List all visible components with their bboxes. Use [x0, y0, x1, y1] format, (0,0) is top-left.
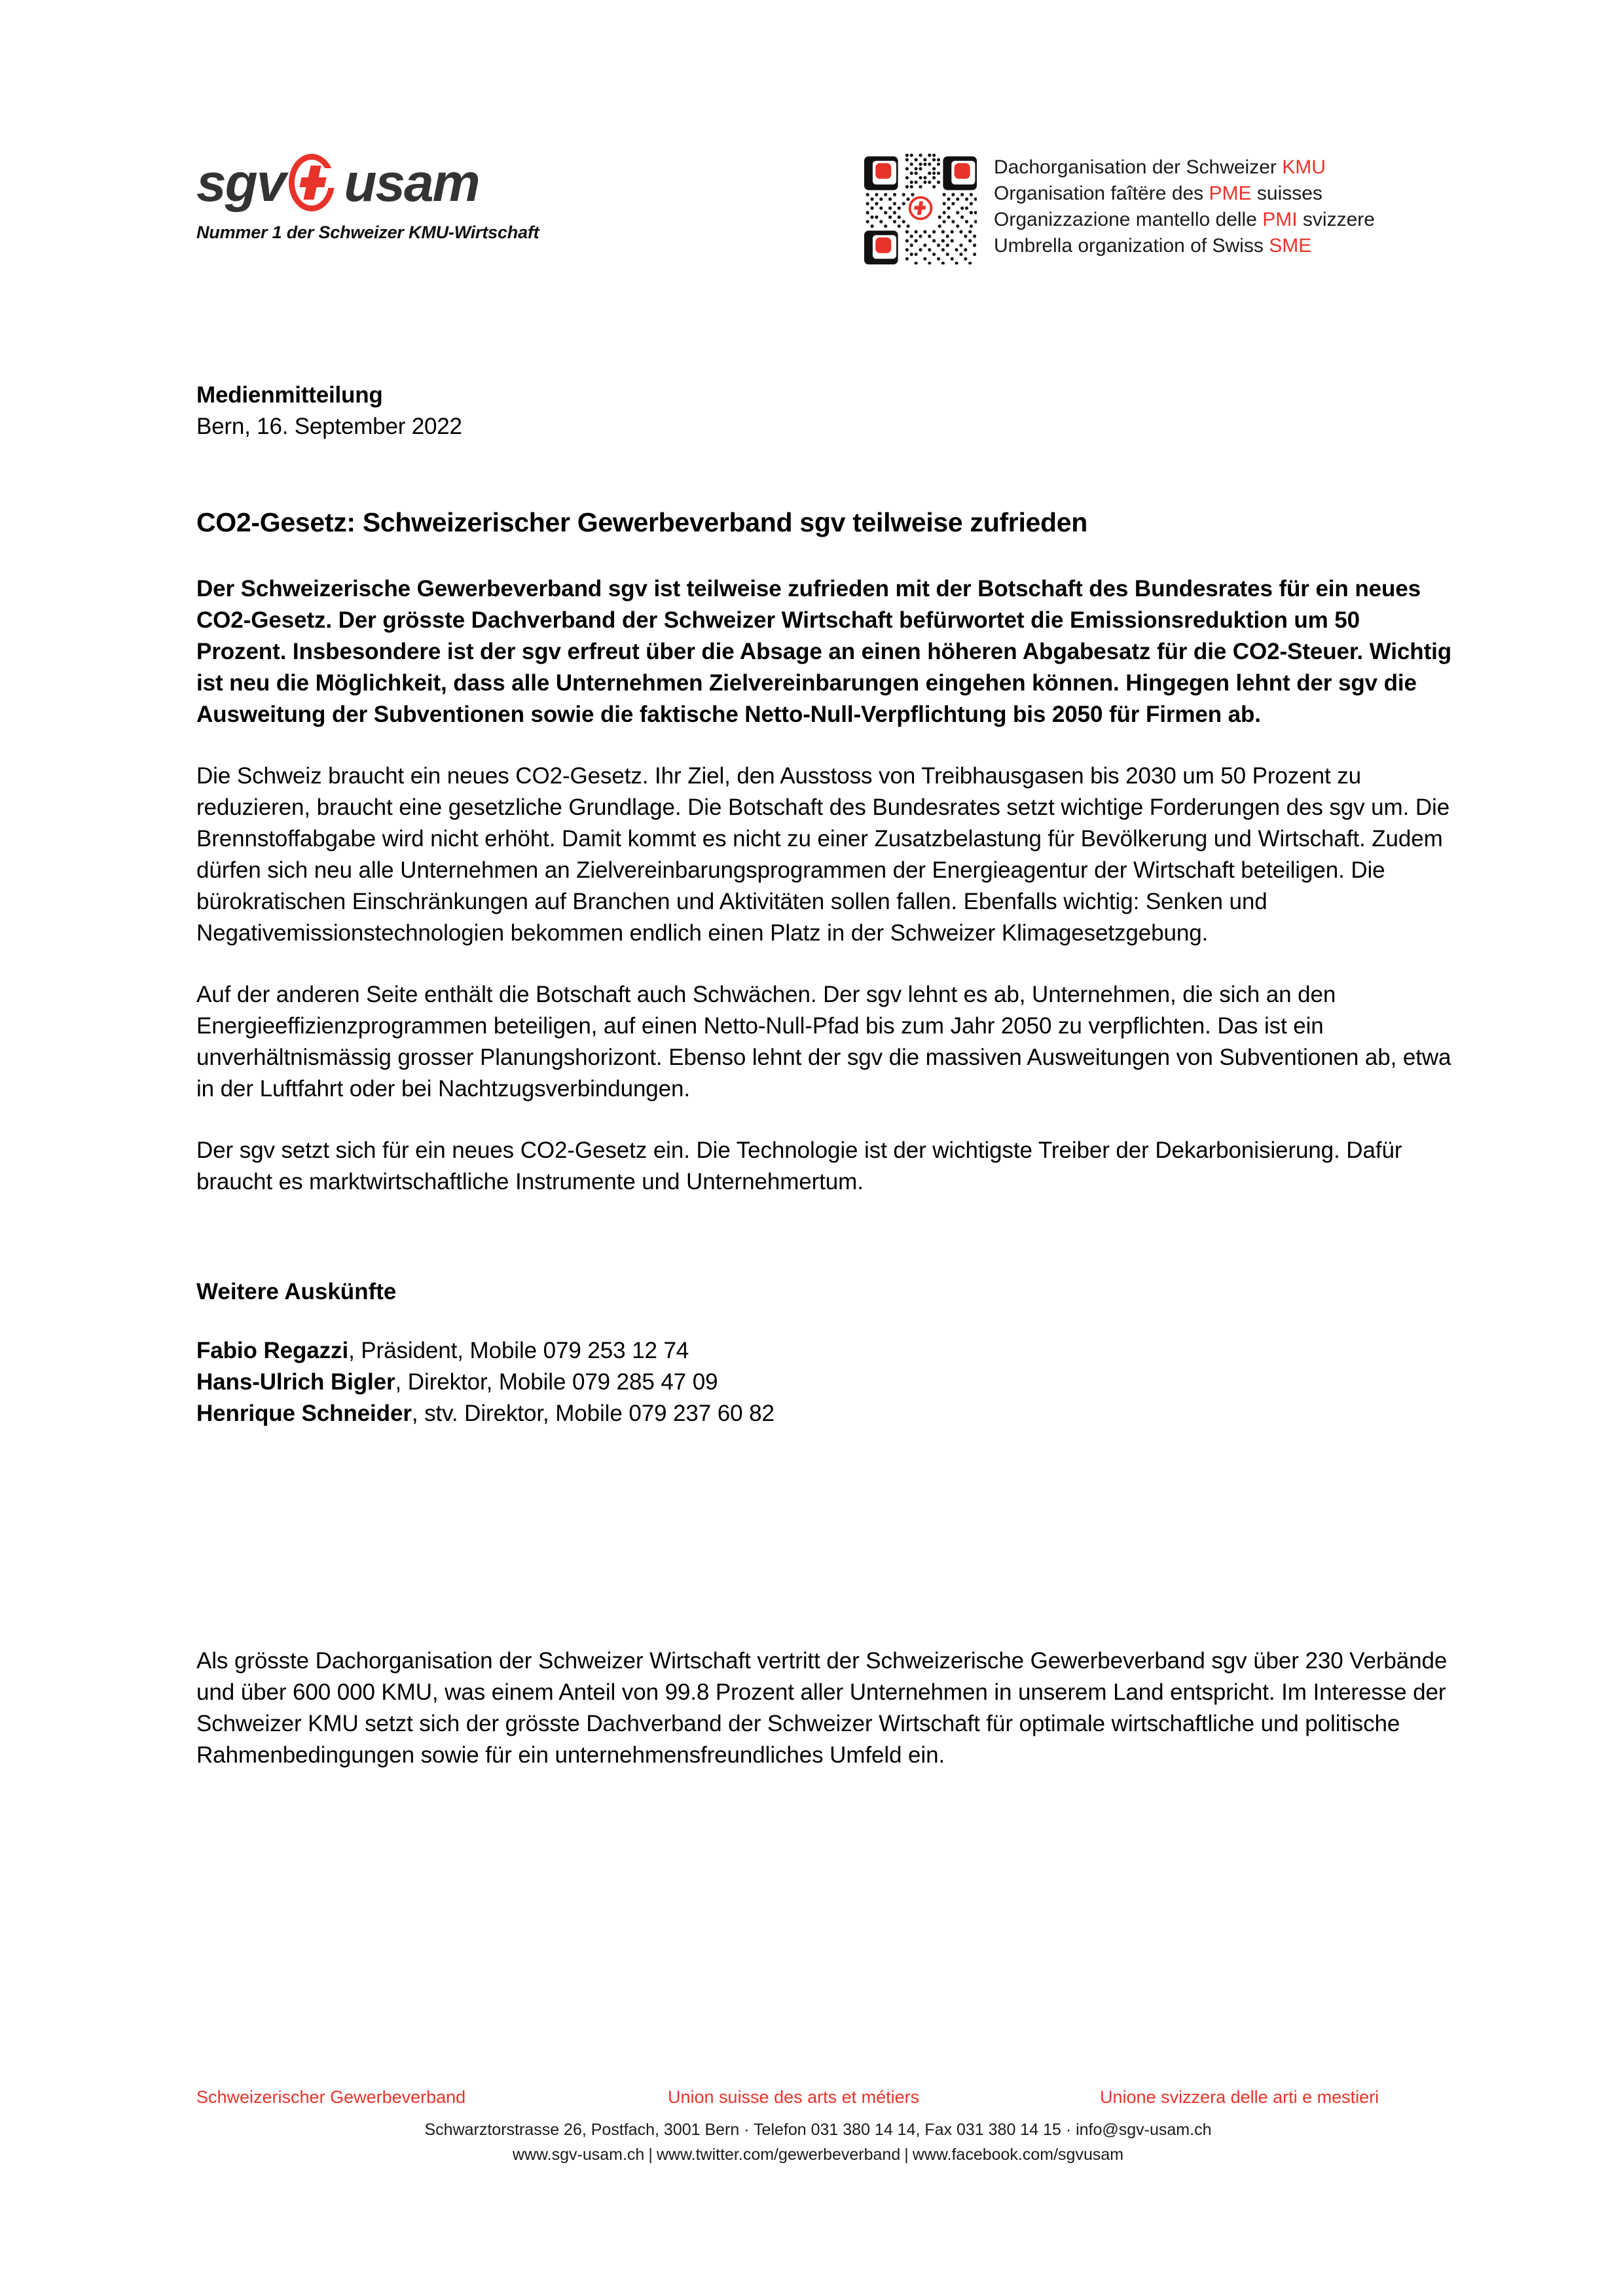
logo-text-sgv: sgv [196, 153, 285, 213]
lead-paragraph: Der Schweizerische Gewerbeverband sgv ist teilweise zufrieden mit der Botschaft des Bundesrates für ein neues CO2-Gesetz. Der grösste Dachverband der Schweizer Wirtschaft befürwortet die Emissionsreduktion um 50 Prozent. Insbesondere ist der sgv erfreut über die Absage an einen höheren Abgabesatz für die CO2-Steuer. Wichtig ist neu die Möglichkeit, dass alle Unternehmen Zielvereinbarungen eingehen können. Hingegen lehnt der sgv die Ausweitung der Subventionen sowie die faktische Netto-Null-Verpflichtung bis 2050 für Firmen ab. [196, 576, 1452, 727]
contact-detail: , Direktor, Mobile 079 285 47 09 [395, 1369, 718, 1395]
contact-name: Henrique Schneider [196, 1401, 412, 1426]
contact-detail: , stv. Direktor, Mobile 079 237 60 82 [411, 1401, 775, 1426]
page-title: CO2-Gesetz: Schweizerischer Gewerbeverband sgv teilweise zufrieden [196, 507, 1088, 537]
contact-row [196, 1398, 1453, 1429]
body-paragraph-2: Auf der anderen Seite enthält die Botschaft auch Schwächen. Der sgv lehnt es ab, Unternehmen, die sich an den Energieeffizienzprogrammen beteiligen, auf einen Netto-Null-Pfad bis zum Jahr 2050 zu verpflichten. Das ist ein unverhältnismässig grosser Planungshorizont. Ebenso lehnt der sgv die massiven Ausweitungen von Subventionen ab, etwa in der Luftfahrt oder bei Nachtzugsverbindungen. [196, 982, 1451, 1102]
claim-line-en [994, 233, 1375, 259]
contacts-heading: Weitere Auskünfte [196, 1279, 397, 1304]
boilerplate-paragraph: Als grösste Dachorganisation der Schweizer Wirtschaft vertritt der Schweizerische Gewerbeverband sgv über 230 Verbände und über 600 000 KMU, was einem Anteil von 99.8 Prozent aller Unternehmen in unserem Land entspricht. Im Interesse der Schweizer KMU setzt sich der grösste Dachverband der Schweizer Wirtschaft für optimale wirtschaftliche und politische Rahmenbedingungen sowie für ein unternehmensfreundliches Umfeld ein. [196, 1648, 1448, 1768]
footer-separator: | [904, 2145, 909, 2164]
claim-en-before: Umbrella organization of Swiss [994, 235, 1269, 257]
footer-link-website[interactable]: www.sgv-usam.ch [512, 2145, 645, 2164]
footer-organization-names [196, 2085, 1440, 2109]
contact-name: Fabio Regazzi [196, 1338, 349, 1363]
footer-org-de: Schweizerischer Gewerbeverband [196, 2087, 466, 2107]
footer-separator: | [648, 2145, 653, 2164]
logo-wordmark [196, 152, 602, 215]
footer-address: Schwarztorstrasse 26, Postfach, 3001 Bern · Telefon 031 380 14 14, Fax 031 380 14 15 · info@sgv-usam.ch [424, 2121, 1212, 2139]
footer-link-twitter[interactable]: www.twitter.com/gewerbeverband [656, 2145, 901, 2164]
claim-lines [994, 152, 1375, 259]
claim-en-highlight: SME [1269, 235, 1312, 257]
document-dateline: Bern, 16. September 2022 [196, 414, 462, 439]
body-paragraph-3: Der sgv setzt sich für ein neues CO2-Gesetz ein. Die Technologie ist der wichtigste Treiber der Dekarbonisierung. Dafür braucht es marktwirtschaftliche Instrumente und Unternehmertum. [196, 1138, 1402, 1194]
claim-line-de [994, 154, 1375, 181]
logo-tagline: Nummer 1 der Schweizer KMU-Wirtschaft [196, 223, 539, 242]
claim-de-before: Dachorganisation der Schweizer [994, 156, 1283, 178]
claim-line-it [994, 207, 1375, 233]
document-type-label: Medienmitteilung [196, 382, 383, 408]
footer-org-it: Unione svizzera delle arti e mestieri [1100, 2087, 1379, 2107]
claim-fr-before: Organisation faîtëre des [994, 183, 1209, 204]
claim-it-highlight: PMI [1262, 209, 1298, 230]
swiss-cross-ring-icon [286, 152, 342, 214]
page-header [196, 152, 1440, 283]
footer-link-facebook[interactable]: www.facebook.com/sgvusam [912, 2145, 1124, 2164]
contact-row [196, 1367, 1453, 1398]
sgv-usam-logo [196, 152, 602, 243]
page-footer [196, 2085, 1440, 2166]
contact-row [196, 1335, 1453, 1367]
contact-name: Hans-Ulrich Bigler [196, 1369, 395, 1395]
footer-links [196, 2143, 1440, 2166]
claim-it-after: svizzere [1297, 209, 1375, 230]
claim-fr-after: suisses [1251, 183, 1322, 204]
qr-code-icon [864, 152, 977, 264]
claim-fr-highlight: PME [1209, 183, 1252, 204]
claim-it-before: Organizzazione mantello delle [994, 209, 1263, 230]
claim-line-fr [994, 181, 1375, 207]
body-paragraph-1: Die Schweiz braucht ein neues CO2-Gesetz. Ihr Ziel, den Ausstoss von Treibhausgasen bis 2030 um 50 Prozent zu reduzieren, braucht eine gesetzliche Grundlage. Die Botschaft des Bundesrates setzt wichtige Forderungen des sgv um. Die Brennstoffabgabe wird nicht erhöht. Damit kommt es nicht zu einer Zusatzbelastung für Bevölkerung und Wirtschaft. Zudem dürfen sich neu alle Unternehmen an Zielvereinbarungsprogrammen der Energieagentur der Wirtschaft beteiligen. Die bürokratischen Einschränkungen auf Branchen und Aktivitäten sollen fallen. Ebenfalls wichtig: Senken und Negativemissionstechnologien bekommen endlich einen Platz in der Schweizer Klimagesetzgebung. [196, 763, 1450, 946]
contact-detail: , Präsident, Mobile 079 253 12 74 [348, 1338, 689, 1363]
contacts-list [196, 1335, 1453, 1429]
logo-text-usam: usam [344, 153, 479, 213]
claim-de-highlight: KMU [1282, 156, 1326, 178]
footer-org-fr: Union suisse des arts et métiers [668, 2087, 920, 2107]
document-body [196, 380, 1453, 1771]
claim-block [864, 152, 1375, 264]
